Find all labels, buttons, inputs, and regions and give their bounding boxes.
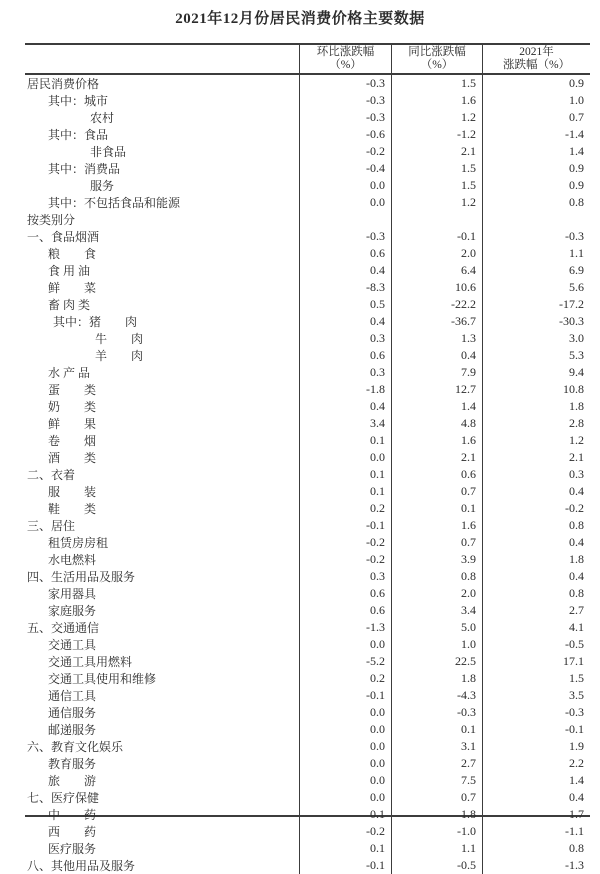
header-yoy-line1: 同比涨跌幅	[408, 45, 466, 58]
year-value: 1.7	[569, 807, 584, 821]
yoy-value: 0.7	[392, 534, 483, 551]
yoy-value: 0.1	[392, 500, 483, 517]
header-yoy-line2: （%）	[420, 59, 454, 71]
year-value: -30.3	[559, 314, 584, 328]
table-row	[25, 126, 590, 143]
yoy-value: -1.2	[392, 126, 483, 143]
yoy-value: 10.6	[392, 279, 483, 296]
year-value: -1.4	[565, 127, 584, 141]
mom-value: 0.1	[300, 432, 392, 449]
year-value: 0.4	[569, 535, 584, 549]
year-value: 2.1	[569, 450, 584, 464]
year-value: -0.3	[565, 705, 584, 719]
yoy-value: 7.5	[392, 772, 483, 789]
year-value: 0.9	[569, 178, 584, 192]
mom-value: 0.6	[300, 347, 392, 364]
mom-value: 0.0	[300, 449, 392, 466]
year-value: 1.8	[569, 552, 584, 566]
mom-value: -0.3	[300, 228, 392, 245]
table-row	[25, 687, 590, 704]
yoy-value: 0.6	[392, 466, 483, 483]
table-row	[25, 840, 590, 857]
table-row	[25, 653, 590, 670]
table-row	[25, 92, 590, 109]
row-label: 酒 类	[25, 449, 300, 466]
mom-value: 0.0	[300, 772, 392, 789]
year-value: 6.9	[569, 263, 584, 277]
row-label: 家庭服务	[25, 602, 300, 619]
row-label: 通信服务	[25, 704, 300, 721]
mom-value: 0.2	[300, 670, 392, 687]
yoy-value: -0.5	[392, 857, 483, 874]
yoy-value: -0.3	[392, 704, 483, 721]
yoy-value: -0.1	[392, 228, 483, 245]
mom-value: 0.3	[300, 364, 392, 381]
year-value: -1.1	[565, 824, 584, 838]
year-value: 1.0	[569, 93, 584, 107]
yoy-value: 1.2	[392, 109, 483, 126]
year-value: 3.0	[569, 331, 584, 345]
mom-value: -0.4	[300, 160, 392, 177]
year-value: 9.4	[569, 365, 584, 379]
table-row	[25, 755, 590, 772]
row-label: 其中：消费品	[25, 160, 300, 177]
row-label: 服 装	[25, 483, 300, 500]
yoy-value: 1.2	[392, 194, 483, 211]
year-value: 0.4	[569, 790, 584, 804]
mom-value: -0.2	[300, 823, 392, 840]
row-label: 其中：不包括食品和能源	[25, 194, 300, 211]
mom-value: -5.2	[300, 653, 392, 670]
yoy-value: -4.3	[392, 687, 483, 704]
row-label: 羊 肉	[25, 347, 300, 364]
yoy-value: 5.0	[392, 619, 483, 636]
table-row	[25, 602, 590, 619]
mom-value: 0.0	[300, 704, 392, 721]
mom-value: -0.2	[300, 143, 392, 160]
table-row	[25, 806, 590, 823]
row-label: 畜 肉 类	[25, 296, 300, 313]
year-value: 0.4	[569, 484, 584, 498]
yoy-value: 1.3	[392, 330, 483, 347]
table-row	[25, 738, 590, 755]
yoy-value: -36.7	[392, 313, 483, 330]
mom-value: -0.3	[300, 92, 392, 109]
mom-value: 0.4	[300, 262, 392, 279]
table-row	[25, 279, 590, 296]
mom-value: 0.6	[300, 602, 392, 619]
year-value: 2.2	[569, 756, 584, 770]
mom-value: 0.2	[300, 500, 392, 517]
yoy-value: 1.8	[392, 806, 483, 823]
row-label: 七、医疗保健	[25, 789, 300, 806]
mom-value: 0.4	[300, 313, 392, 330]
row-label: 租赁房房租	[25, 534, 300, 551]
year-value: 5.6	[569, 280, 584, 294]
table-row	[25, 75, 590, 92]
table-row	[25, 619, 590, 636]
mom-value: -1.8	[300, 381, 392, 398]
yoy-value: 12.7	[392, 381, 483, 398]
yoy-value	[392, 211, 483, 228]
yoy-value: 6.4	[392, 262, 483, 279]
mom-value: -8.3	[300, 279, 392, 296]
yoy-value: 1.1	[392, 840, 483, 857]
row-label: 八、其他用品及服务	[25, 857, 300, 874]
mom-value: 0.0	[300, 636, 392, 653]
row-label: 卷 烟	[25, 432, 300, 449]
year-value: 1.4	[569, 773, 584, 787]
table-row	[25, 500, 590, 517]
year-value: 0.9	[569, 76, 584, 90]
yoy-value: 2.1	[392, 143, 483, 160]
mom-value: 0.6	[300, 245, 392, 262]
mom-value: 0.1	[300, 483, 392, 500]
year-value: 2.7	[569, 603, 584, 617]
table-row	[25, 296, 590, 313]
table-row	[25, 364, 590, 381]
mom-value: 0.6	[300, 585, 392, 602]
table-row	[25, 857, 590, 874]
mom-value: -0.1	[300, 687, 392, 704]
year-value: 0.8	[569, 586, 584, 600]
table-row	[25, 534, 590, 551]
row-label: 农村	[25, 109, 300, 126]
table-row	[25, 432, 590, 449]
yoy-value: 3.1	[392, 738, 483, 755]
yoy-value: 2.1	[392, 449, 483, 466]
year-value: 0.9	[569, 161, 584, 175]
yoy-value: 1.0	[392, 636, 483, 653]
year-value: 0.3	[569, 467, 584, 481]
year-value: -0.5	[565, 637, 584, 651]
table-row	[25, 772, 590, 789]
table-row	[25, 177, 590, 194]
mom-value: 0.1	[300, 806, 392, 823]
table-header-row	[25, 45, 590, 75]
mom-value: 0.3	[300, 568, 392, 585]
mom-value: 0.0	[300, 789, 392, 806]
year-value: 1.9	[569, 739, 584, 753]
yoy-value: 1.5	[392, 160, 483, 177]
table-row	[25, 636, 590, 653]
year-value: 2.8	[569, 416, 584, 430]
table-row	[25, 330, 590, 347]
year-value: 0.4	[569, 569, 584, 583]
mom-value: 0.0	[300, 177, 392, 194]
year-value: -0.2	[565, 501, 584, 515]
row-label: 居民消费价格	[25, 75, 300, 92]
year-value: 0.8	[569, 518, 584, 532]
year-value: 1.2	[569, 433, 584, 447]
table-row	[25, 551, 590, 568]
yoy-value: 2.0	[392, 245, 483, 262]
mom-value	[300, 211, 392, 228]
table-row	[25, 483, 590, 500]
yoy-value: 1.6	[392, 432, 483, 449]
year-value	[483, 211, 590, 228]
mom-value: 0.0	[300, 194, 392, 211]
table-row	[25, 670, 590, 687]
row-label: 牛 肉	[25, 330, 300, 347]
mom-value: 0.5	[300, 296, 392, 313]
mom-value: -0.6	[300, 126, 392, 143]
mom-value: 0.1	[300, 466, 392, 483]
year-value: 0.8	[569, 841, 584, 855]
year-value: 1.5	[569, 671, 584, 685]
mom-value: 0.3	[300, 330, 392, 347]
yoy-value: 0.7	[392, 483, 483, 500]
row-label: 家用器具	[25, 585, 300, 602]
header-year-line2: 涨跌幅（%）	[502, 59, 571, 71]
year-value: 3.5	[569, 688, 584, 702]
yoy-value: 4.8	[392, 415, 483, 432]
table-row	[25, 789, 590, 806]
yoy-value: 2.7	[392, 755, 483, 772]
row-label: 鞋 类	[25, 500, 300, 517]
year-value: 1.4	[569, 144, 584, 158]
year-value: 0.7	[569, 110, 584, 124]
row-label: 一、食品烟酒	[25, 228, 300, 245]
row-label: 蛋 类	[25, 381, 300, 398]
mom-value: 3.4	[300, 415, 392, 432]
table-row	[25, 160, 590, 177]
table-row	[25, 347, 590, 364]
yoy-value: -22.2	[392, 296, 483, 313]
year-value: -0.3	[565, 229, 584, 243]
table-row	[25, 585, 590, 602]
row-label: 鲜 果	[25, 415, 300, 432]
row-label: 其中：猪 肉	[25, 313, 300, 330]
row-label: 粮 食	[25, 245, 300, 262]
mom-value: -0.1	[300, 517, 392, 534]
year-value: 17.1	[563, 654, 584, 668]
row-label: 按类别分	[25, 211, 300, 228]
table-row	[25, 449, 590, 466]
year-value: -1.3	[565, 858, 584, 872]
mom-value: -1.3	[300, 619, 392, 636]
table-row	[25, 228, 590, 245]
row-label: 水 产 品	[25, 364, 300, 381]
yoy-value: 1.5	[392, 177, 483, 194]
year-value: 5.3	[569, 348, 584, 362]
yoy-value: -1.0	[392, 823, 483, 840]
row-label: 食 用 油	[25, 262, 300, 279]
table-row	[25, 211, 590, 228]
table-row	[25, 313, 590, 330]
yoy-value: 1.4	[392, 398, 483, 415]
row-label: 通信工具	[25, 687, 300, 704]
yoy-value: 0.1	[392, 721, 483, 738]
yoy-value: 1.6	[392, 92, 483, 109]
yoy-value: 3.4	[392, 602, 483, 619]
mom-value: 0.0	[300, 755, 392, 772]
mom-value: 0.1	[300, 840, 392, 857]
header-year-line1: 2021年	[519, 45, 554, 58]
table-row	[25, 381, 590, 398]
yoy-value: 22.5	[392, 653, 483, 670]
table-row	[25, 398, 590, 415]
page-title: 2021年12月份居民消费价格主要数据	[175, 11, 425, 27]
table-row	[25, 568, 590, 585]
yoy-value: 1.8	[392, 670, 483, 687]
row-label: 教育服务	[25, 755, 300, 772]
row-label: 六、教育文化娱乐	[25, 738, 300, 755]
year-value: 1.8	[569, 399, 584, 413]
row-label: 三、居住	[25, 517, 300, 534]
yoy-value: 7.9	[392, 364, 483, 381]
header-mom-line2: （%）	[329, 59, 362, 71]
mom-value: 0.0	[300, 738, 392, 755]
row-label: 交通工具使用和维修	[25, 670, 300, 687]
row-label: 鲜 菜	[25, 279, 300, 296]
table-row	[25, 466, 590, 483]
yoy-value: 2.0	[392, 585, 483, 602]
table-row	[25, 704, 590, 721]
mom-value: -0.2	[300, 534, 392, 551]
table-row	[25, 109, 590, 126]
mom-value: 0.0	[300, 721, 392, 738]
yoy-value: 0.8	[392, 568, 483, 585]
row-label: 奶 类	[25, 398, 300, 415]
table-row	[25, 194, 590, 211]
row-label: 其中：城市	[25, 92, 300, 109]
mom-value: 0.4	[300, 398, 392, 415]
header-cell-year	[483, 45, 590, 73]
header-cell-row-labels	[25, 45, 300, 73]
header-cell-yoy	[392, 45, 483, 73]
year-value: 1.1	[569, 246, 584, 260]
yoy-value: 1.5	[392, 75, 483, 92]
mom-value: -0.3	[300, 75, 392, 92]
row-label: 四、生活用品及服务	[25, 568, 300, 585]
row-label: 旅 游	[25, 772, 300, 789]
row-label: 交通工具	[25, 636, 300, 653]
table-row	[25, 823, 590, 840]
row-label: 非食品	[25, 143, 300, 160]
header-cell-mom	[300, 45, 392, 73]
row-label: 五、交通通信	[25, 619, 300, 636]
row-label: 交通工具用燃料	[25, 653, 300, 670]
yoy-value: 0.4	[392, 347, 483, 364]
row-label: 服务	[25, 177, 300, 194]
yoy-value: 1.6	[392, 517, 483, 534]
year-value: 0.8	[569, 195, 584, 209]
table-row	[25, 721, 590, 738]
year-value: 10.8	[563, 382, 584, 396]
table-row	[25, 262, 590, 279]
row-label: 水电燃料	[25, 551, 300, 568]
row-label: 西 药	[25, 823, 300, 840]
row-label: 医疗服务	[25, 840, 300, 857]
year-value: -0.1	[565, 722, 584, 736]
year-value: -17.2	[559, 297, 584, 311]
yoy-value: 3.9	[392, 551, 483, 568]
row-label: 邮递服务	[25, 721, 300, 738]
table-body	[25, 75, 590, 873]
table-row	[25, 245, 590, 262]
mom-value: -0.2	[300, 551, 392, 568]
mom-value: -0.3	[300, 109, 392, 126]
header-mom-line1: 环比涨跌幅	[316, 45, 375, 58]
yoy-value: 0.7	[392, 789, 483, 806]
year-value: 4.1	[569, 620, 584, 634]
cpi-data-table	[25, 43, 590, 873]
row-label: 中 药	[25, 806, 300, 823]
row-label: 其中：食品	[25, 126, 300, 143]
table-row	[25, 143, 590, 160]
mom-value: -0.1	[300, 857, 392, 874]
table-row	[25, 517, 590, 534]
table-row	[25, 415, 590, 432]
row-label: 二、衣着	[25, 466, 300, 483]
